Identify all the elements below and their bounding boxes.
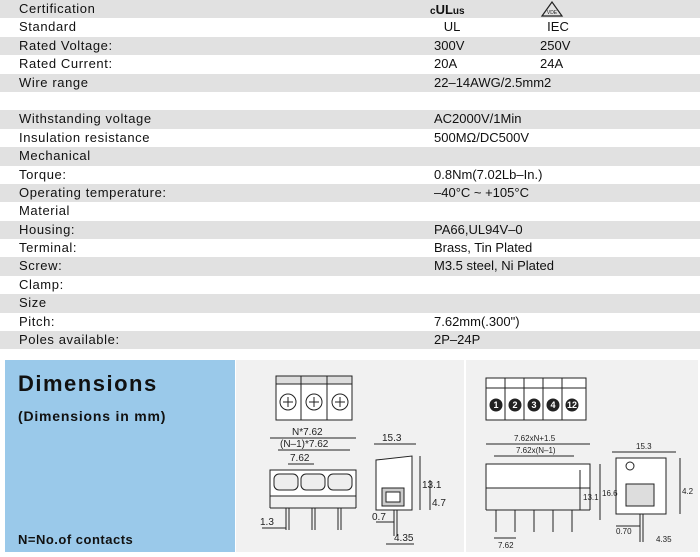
spec-value-2: IEC [547,19,569,35]
dim2-height-label: 13.1 [583,493,599,502]
spec-label: Torque: [19,166,67,182]
dim2-total-label: 7.62xN+1.5 [514,434,556,443]
dimensions-title: Dimensions [18,371,158,396]
spec-value-2: 24A [540,56,564,72]
terminal-drawing-left [236,360,464,552]
dim-pin-label: 1.3 [260,517,274,528]
spec-label: Material [19,203,71,219]
spec-row [0,257,700,275]
dim-pitch-label: 7.62 [290,453,310,464]
ul-logo-c: c [430,6,436,17]
spec-value-1: PA66,UL94V–0 [434,221,523,237]
dimensions-subtitle: (Dimensions in mm) [18,408,167,424]
spec-row [0,202,700,220]
spec-label: Poles available: [19,332,120,348]
spec-label: Withstanding voltage [19,111,152,127]
spec-row [0,239,700,257]
spec-label: Rated Current: [19,56,113,72]
terminal-drawing-right [466,360,698,552]
contacts-note: N=No.of contacts [18,532,134,547]
spec-row [0,276,700,294]
spec-value-1: AC2000V/1Min [434,111,522,127]
dim2-n1-label: 7.62x(N–1) [516,446,556,455]
spec-label: Terminal: [19,240,78,256]
spec-value-1: Brass, Tin Plated [434,240,533,256]
spec-value-1: 7.62mm(.300") [434,313,520,329]
spec-value-1: 500MΩ/DC500V [434,129,529,145]
spec-value-1: 0.8Nm(7.02Lb–In.) [434,166,543,182]
spec-row [0,184,700,202]
drawing-panel-right [466,360,698,552]
pole-number-label: 1 [493,400,499,410]
spec-row [0,110,700,128]
spec-value-1: 20A [434,56,458,72]
dim2-070-label: 0.70 [616,527,632,536]
spec-row [0,0,700,18]
dim2-166-label: 16.6 [602,489,618,498]
dim-h2-label: 4.7 [432,498,446,509]
dim-07-label: 0.7 [372,512,386,523]
spec-row [0,18,700,36]
dim2-42-label: 4.2 [682,487,694,496]
dim-435-label: 4.35 [394,533,414,544]
pole-number-label: 4 [550,400,556,410]
ul-logo-mark: UL [435,2,453,17]
spec-label: Pitch: [19,313,56,329]
ul-logo-us: us [452,6,465,17]
spec-value-1: 22–14AWG/2.5mm2 [434,74,552,90]
dim2-width-label: 15.3 [636,442,652,451]
spec-label: Clamp: [19,276,64,292]
pole-number-label: 12 [566,400,578,410]
spec-value-1: 2P–24P [434,332,481,348]
vde-logo-text: VDE [546,10,558,16]
spec-label: Screw: [19,258,63,274]
spec-label: Housing: [19,221,76,237]
dim-n1-label: (N–1)*7.62 [280,439,329,450]
spec-value-1: –40°C ~ +105°C [434,184,529,200]
spec-label: Insulation resistance [19,129,151,145]
spec-value-1: 300V [434,37,465,53]
spec-row [0,37,700,55]
pole-number-label: 3 [531,400,537,410]
spec-row [0,92,700,110]
spec-label: Standard [19,19,77,35]
spec-row [0,294,700,312]
dim-total-label: N*7.62 [292,427,323,438]
spec-row [0,331,700,349]
spec-value-1: M3.5 steel, Ni Plated [434,258,554,274]
dim-width-label: 15.3 [382,433,402,444]
spec-value-1: UL [443,19,461,35]
spec-label: Operating temperature: [19,184,167,200]
pole-number-label: 2 [512,400,518,410]
spec-label: Size [19,295,47,311]
spec-label: Rated Voltage: [19,37,113,53]
dim2-435-label: 4.35 [656,535,672,544]
spec-row [0,147,700,165]
spec-label: Wire range [19,74,89,90]
spec-row [0,166,700,184]
spec-label: Certification [19,1,96,16]
spec-row [0,129,700,147]
dim-height-label: 13.1 [422,480,442,491]
spec-label: Mechanical [19,148,91,164]
spec-value-2: 250V [540,37,571,53]
spec-row [0,221,700,239]
spec-row [0,313,700,331]
drawing-panel-left [236,360,464,552]
dim2-pitch-label: 7.62 [498,541,514,550]
spec-row [0,55,700,73]
spec-row [0,74,700,92]
